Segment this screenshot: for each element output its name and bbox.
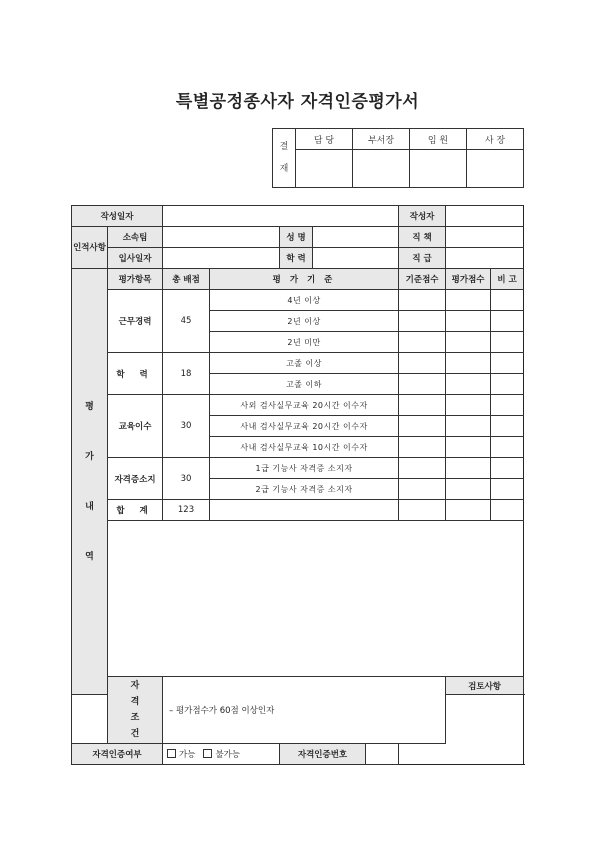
remarks-cell[interactable] [491, 395, 524, 416]
standard-score-cell[interactable] [399, 353, 446, 374]
name-label: 성 명 [280, 227, 313, 248]
col-header-standard-score: 기준점수 [399, 269, 446, 290]
evaluation-notes-area[interactable] [108, 521, 524, 677]
criteria-cell: 2급 기능사 자격증 소지자 [210, 479, 399, 500]
approval-role-staff: 담 당 [296, 129, 353, 150]
review-label: 검토사항 [446, 677, 524, 695]
approval-label [273, 129, 296, 188]
total-eval-score[interactable] [446, 500, 491, 521]
cert-number-label: 자격인증번호 [280, 744, 366, 765]
remarks-cell[interactable] [491, 332, 524, 353]
section-char: 역 [85, 551, 94, 562]
standard-score-cell[interactable] [399, 311, 446, 332]
eval-score-cell[interactable] [446, 416, 491, 437]
hire-date-label: 입사일자 [108, 248, 163, 269]
eval-score-cell[interactable] [446, 395, 491, 416]
total-criteria-cell [210, 500, 399, 521]
total-points: 123 [163, 500, 210, 521]
eval-score-cell[interactable] [446, 290, 491, 311]
standard-score-cell[interactable] [399, 374, 446, 395]
criteria-cell: 고졸 이하 [210, 374, 399, 395]
remarks-cell[interactable] [491, 353, 524, 374]
total-remarks[interactable] [491, 500, 524, 521]
duty-label: 직 책 [399, 227, 446, 248]
rank-field[interactable] [446, 248, 524, 269]
criteria-cell: 사외 검사실무교육 20시간 이수자 [210, 395, 399, 416]
duty-field[interactable] [446, 227, 524, 248]
points-education: 18 [163, 353, 210, 395]
standard-score-cell[interactable] [399, 395, 446, 416]
section-char: 내 [85, 501, 94, 512]
total-standard-score[interactable] [399, 500, 446, 521]
eval-score-cell[interactable] [446, 374, 491, 395]
col-header-item: 평가항목 [108, 269, 163, 290]
education-label: 학 력 [280, 248, 313, 269]
points-training: 30 [163, 395, 210, 458]
standard-score-cell[interactable] [399, 290, 446, 311]
standard-score-cell[interactable] [399, 437, 446, 458]
criteria-cell: 2년 미만 [210, 332, 399, 353]
standard-score-cell[interactable] [399, 458, 446, 479]
criteria-cell: 2년 이상 [210, 311, 399, 332]
department-field[interactable] [163, 227, 280, 248]
writer-field[interactable] [446, 206, 524, 227]
checkbox-possible[interactable] [167, 749, 176, 758]
criteria-cell: 사내 검사실무교육 10시간 이수자 [210, 437, 399, 458]
approval-char: 결 [279, 142, 289, 152]
document-title: 특별공정종사자 자격인증평가서 [175, 92, 420, 112]
section-char: 격 [130, 697, 140, 707]
item-work-experience: 근무경력 [108, 290, 163, 353]
review-field[interactable] [72, 695, 210, 744]
approval-role-executive: 임 원 [410, 129, 467, 150]
option-impossible-label: 불가능 [215, 750, 241, 760]
remarks-cell[interactable] [491, 458, 524, 479]
section-char: 평 [85, 401, 94, 412]
written-date-label: 작성일자 [72, 206, 163, 227]
education-field[interactable] [313, 248, 399, 269]
remarks-cell[interactable] [491, 374, 524, 395]
remarks-cell[interactable] [491, 311, 524, 332]
section-char: 자 [130, 681, 140, 691]
col-header-criteria: 평 가 기 준 [210, 269, 399, 290]
hire-date-field[interactable] [163, 248, 280, 269]
eval-score-cell[interactable] [446, 311, 491, 332]
approval-role-dept-head: 부서장 [353, 129, 410, 150]
signature-box-president[interactable] [467, 150, 524, 188]
approval-char: 재 [279, 164, 289, 174]
remarks-cell[interactable] [491, 290, 524, 311]
signature-box-dept-head[interactable] [353, 150, 410, 188]
eval-score-cell[interactable] [446, 332, 491, 353]
points-work-experience: 45 [163, 290, 210, 353]
standard-score-cell[interactable] [399, 416, 446, 437]
cert-number-field[interactable] [366, 744, 399, 765]
col-header-remarks: 비 고 [491, 269, 524, 290]
criteria-cell: 고졸 이상 [210, 353, 399, 374]
item-training: 교육이수 [108, 395, 163, 458]
writer-label: 작성자 [399, 206, 446, 227]
points-certification: 30 [163, 458, 210, 500]
remarks-cell[interactable] [491, 479, 524, 500]
standard-score-cell[interactable] [399, 479, 446, 500]
qualification-condition: – 평가점수가 60점 이상인자 [163, 677, 446, 744]
name-field[interactable] [313, 227, 399, 248]
remarks-cell[interactable] [491, 437, 524, 458]
approval-grid [272, 128, 524, 188]
personal-info-label: 인적사항 [72, 227, 108, 269]
item-education: 학 력 [108, 353, 163, 395]
cert-status-options [163, 744, 280, 765]
remarks-cell[interactable] [491, 416, 524, 437]
department-label: 소속팀 [108, 227, 163, 248]
total-label: 합 계 [108, 500, 163, 521]
signature-box-staff[interactable] [296, 150, 353, 188]
section-char: 건 [130, 729, 140, 739]
section-char: 가 [85, 451, 94, 462]
eval-score-cell[interactable] [446, 479, 491, 500]
option-possible-label: 가능 [179, 750, 196, 760]
evaluation-form [71, 205, 524, 765]
rank-label: 직 급 [399, 248, 446, 269]
item-certification: 자격증소지 [108, 458, 163, 500]
eval-score-cell[interactable] [446, 437, 491, 458]
criteria-cell: 사내 검사실무교육 20시간 이수자 [210, 416, 399, 437]
criteria-cell: 4년 이상 [210, 290, 399, 311]
signature-box-executive[interactable] [410, 150, 467, 188]
eval-score-cell[interactable] [446, 353, 491, 374]
cert-status-label: 자격인증여부 [72, 744, 163, 765]
evaluation-section-label [72, 269, 108, 695]
col-header-eval-score: 평가점수 [446, 269, 491, 290]
approval-role-president: 사 장 [467, 129, 524, 150]
written-date-field[interactable] [163, 206, 399, 227]
criteria-cell: 1급 기능사 자격증 소지자 [210, 458, 399, 479]
standard-score-cell[interactable] [399, 332, 446, 353]
checkbox-impossible[interactable] [203, 749, 212, 758]
col-header-points: 총 배점 [163, 269, 210, 290]
eval-score-cell[interactable] [446, 458, 491, 479]
section-char: 조 [130, 713, 140, 723]
